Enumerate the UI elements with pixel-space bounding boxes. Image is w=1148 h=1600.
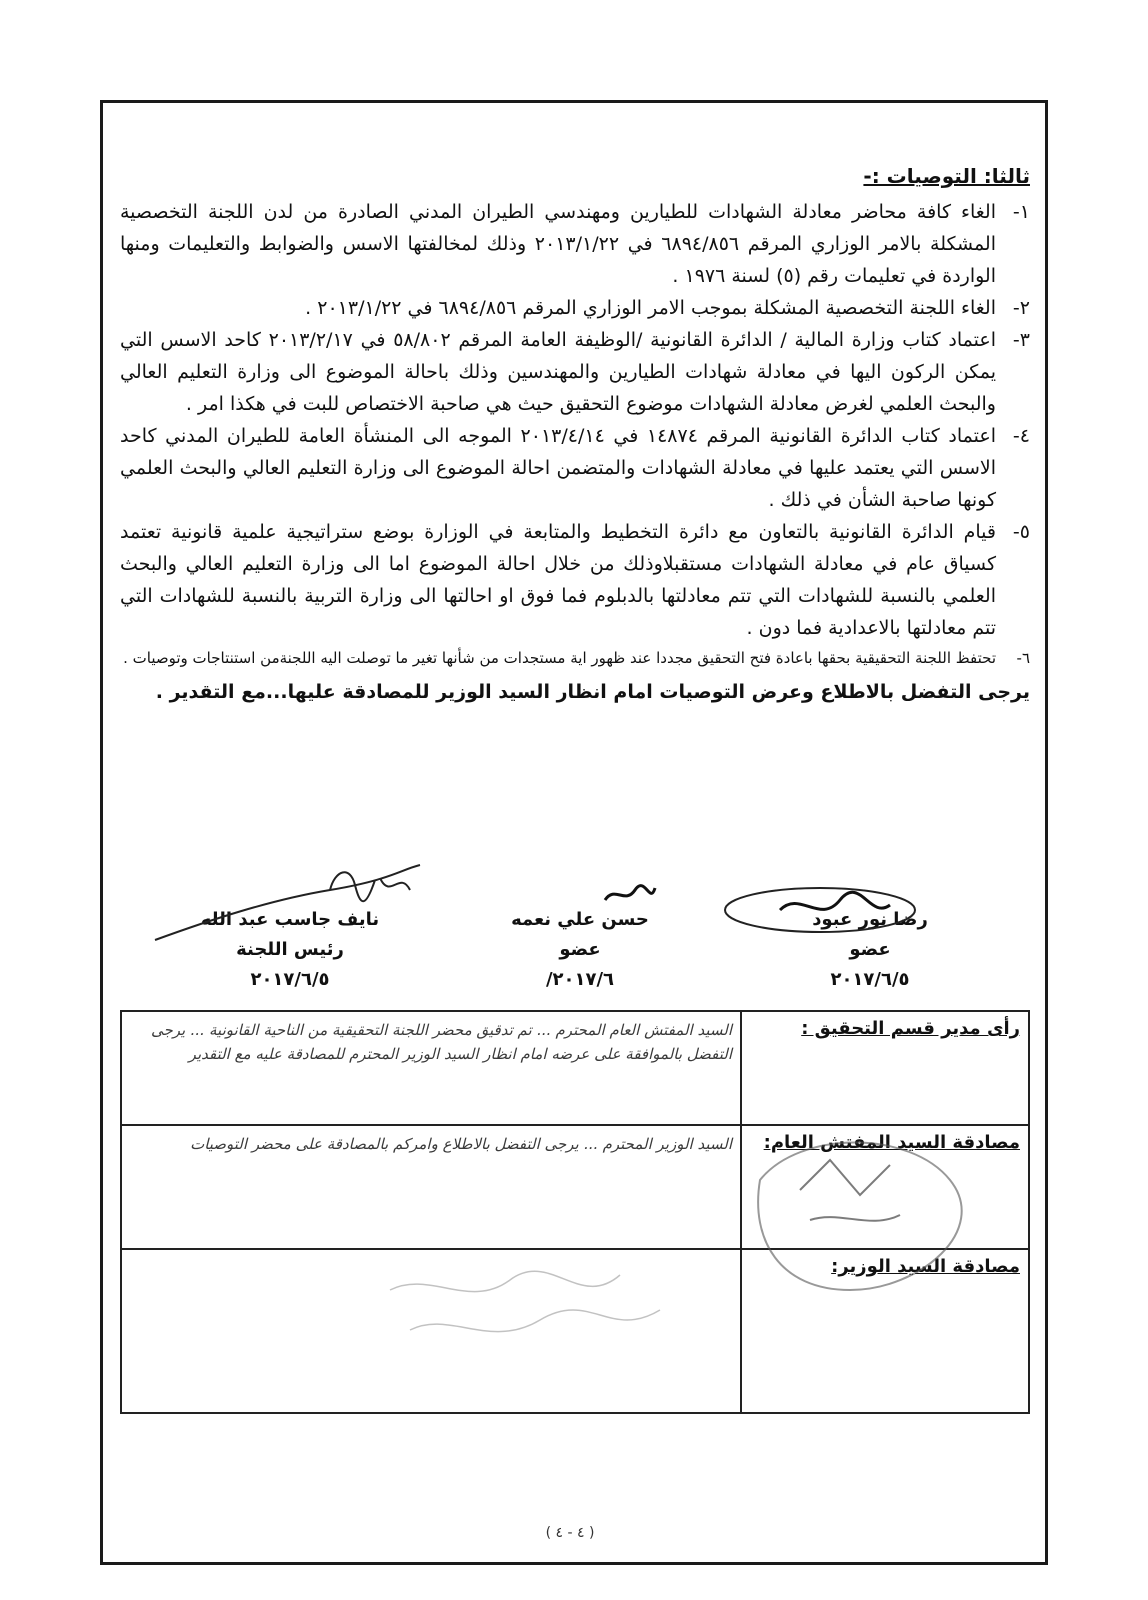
section-title: ثالثا: التوصيات :- — [863, 164, 1030, 188]
signatory-role: عضو — [849, 939, 891, 960]
recommendation-item — [120, 516, 1030, 644]
recommendation-item — [120, 292, 1030, 324]
signatory-name: حسن علي نعمه — [511, 909, 649, 930]
recommendation-text: الغاء اللجنة التخصصية المشكلة بموجب الامر الوزاري المرقم ٦٨٩٤/٨٥٦ في ٢٠١٣/١/٢٢ . — [305, 297, 996, 319]
signature-block — [130, 905, 1030, 1005]
signatory-member-2 — [460, 905, 700, 995]
recommendation-number: ٦- — [1016, 649, 1030, 667]
recommendation-number: ٢- — [1012, 297, 1030, 319]
recommendation-item — [120, 196, 1030, 292]
signatory-date: ٢٠١٧/٦/٥ — [830, 969, 910, 990]
signatory-role: رئيس اللجنة — [236, 939, 344, 960]
signatory-role: عضو — [559, 939, 601, 960]
recommendation-number: ١- — [1012, 201, 1030, 223]
approval-row — [121, 1011, 1029, 1125]
recommendation-item — [120, 324, 1030, 420]
recommendation-text: اعتماد كتاب وزارة المالية / الدائرة القانونية /الوظيفة العامة المرقم ٥٨/٨٠٢ في ٢٠١٣/٢/١٧ كاحد الاسس التي يمكن الركون اليها في معادلة شهادات الطيارين والمهندسين وذلك باحالة الموضوع الى وزارة التعليم العالي والبحث العلمي لغرض معادلة الشهادات موضوع التحقيق حيث هي صاحبة الاختصاص للبت في هكذا امر . — [120, 329, 996, 415]
approval-label: مصادقة السيد المفتش العام: — [741, 1125, 1029, 1249]
signatory-date: ٢٠١٧/٦/ — [545, 969, 615, 990]
approval-label: مصادقة السيد الوزير: — [741, 1249, 1029, 1413]
approval-note: السيد المفتش العام المحترم ... تم تدقيق محضر اللجنة التحقيقية من الناحية القانونية ... يرجى التفضل بالموافقة على عرضه امام انظار السيد الوزير المحترم للمصادقة عليه مع التقدير — [121, 1011, 741, 1125]
recommendation-text: قيام الدائرة القانونية بالتعاون مع دائرة التخطيط والمتابعة في الوزارة بوضع ستراتيجية علمية قانونية تعتمد كسياق عام في معادلة الشهادات مستقبلاوذلك من خلال احالة الموضوع اما الى وزارة التعليم العالي والبحث العلمي بالنسبة للشهادات التي تتم معادلتها بالدبلوم فما فوق او احالتها الى وزارة التربية بالنسبة للشهادات التي تتم معادلتها بالاعدادية فما دون . — [120, 521, 996, 639]
document-body — [120, 160, 1030, 708]
recommendation-number: ٥- — [1012, 521, 1030, 543]
recommendation-text: تحتفظ اللجنة التحقيقية بحقها باعادة فتح التحقيق مجددا عند ظهور اية مستجدات من شأنها تغير ما توصلت اليه اللجنةمن استنتاجات وتوصيات . — [123, 649, 996, 667]
signatory-chair — [170, 905, 410, 995]
recommendation-number: ٤- — [1012, 425, 1030, 447]
page-number: ( ٤ - ٤ ) — [545, 1525, 595, 1541]
recommendation-item — [120, 644, 1030, 672]
recommendation-text: اعتماد كتاب الدائرة القانونية المرقم ١٤٨٧٤ في ٢٠١٣/٤/١٤ الموجه الى المنشأة العامة للطيران المدني كاحد الاسس التي يعتمد عليها في معادلة الشهادات والمتضمن احالة الموضوع الى وزارة التعليم العالي والبحث العلمي كونها صاحبة الشأن في ذلك . — [120, 425, 997, 511]
recommendation-number: ٣- — [1012, 329, 1030, 351]
signatory-name: نايف جاسب عبد الله — [200, 909, 380, 930]
signatory-name: رضا نور عبود — [812, 909, 928, 930]
closing-request: يرجى التفضل بالاطلاع وعرض التوصيات امام انظار السيد الوزير للمصادقة عليها...مع التقدير . — [155, 681, 1030, 703]
approval-table — [120, 1010, 1030, 1414]
approval-row — [121, 1125, 1029, 1249]
approval-row — [121, 1249, 1029, 1413]
signatory-date: ٢٠١٧/٦/٥ — [250, 969, 330, 990]
approval-label: رأى مدير قسم التحقيق : — [741, 1011, 1029, 1125]
recommendation-text: الغاء كافة محاضر معادلة الشهادات للطيارين ومهندسي الطيران المدني الصادرة من لدن اللجنة التخصصية المشكلة بالامر الوزاري المرقم ٦٨٩٤/٨٥٦ في ٢٠١٣/١/٢٢ وذلك لمخالفتها الاسس والضوابط والتعليمات ومنها الواردة في تعليمات رقم (٥) لسنة ١٩٧٦ . — [120, 201, 996, 287]
recommendation-item — [120, 420, 1030, 516]
signatory-member-1 — [750, 905, 990, 995]
approval-note — [121, 1249, 741, 1413]
approval-note: السيد الوزير المحترم ... يرجى التفضل بالاطلاع وامركم بالمصادقة على محضر التوصيات — [121, 1125, 741, 1249]
